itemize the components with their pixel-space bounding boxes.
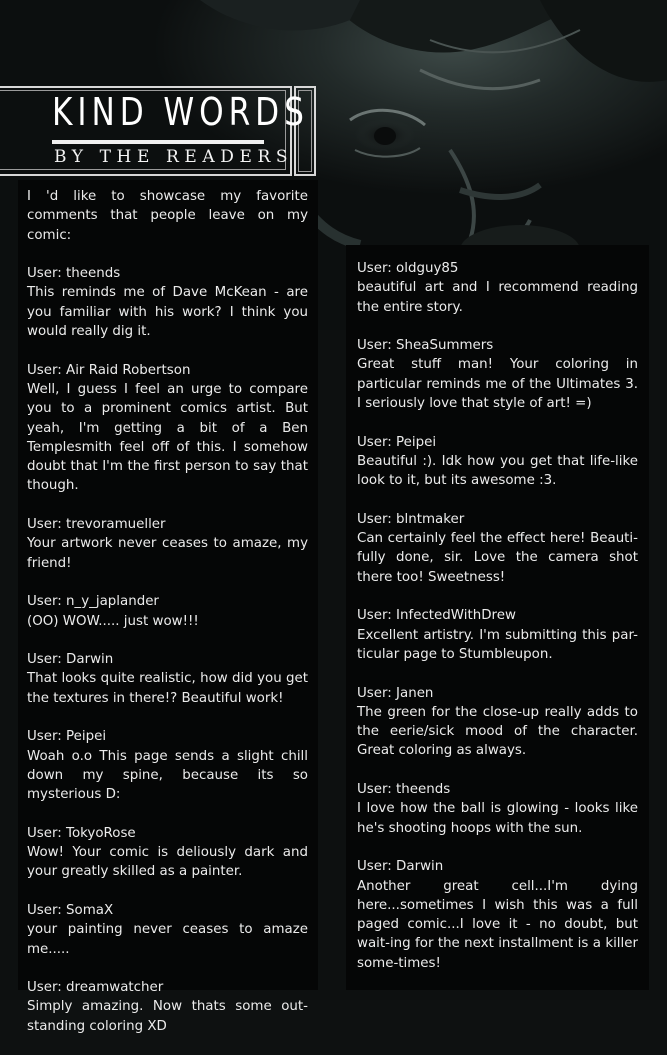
comment-item [357, 857, 638, 973]
comment-user: User: Janen [357, 685, 434, 701]
comment-text: Beautiful :). Idk how you get that life-like look to it, but its awesome :3. [357, 453, 638, 489]
comment-item [357, 433, 638, 491]
comment-user: User: SomaX [27, 902, 114, 918]
comment-user: User: SheaSummers [357, 338, 494, 354]
right-column [357, 259, 638, 992]
comment-user: User: oldguy85 [357, 261, 459, 276]
comment-user: User: Air Raid Robertson [27, 362, 191, 378]
comment-text: Your artwork never ceases to amaze, my friend! [27, 536, 308, 571]
comment-item [27, 650, 308, 708]
comment-item [27, 824, 308, 882]
comment-text: (OO) WOW..... just wow!!! [27, 613, 199, 629]
comment-item [27, 361, 308, 496]
comment-text: your painting never ceases to amaze me..... [27, 922, 308, 957]
left-column [27, 187, 308, 1055]
comment-item [27, 515, 308, 573]
comment-item [27, 901, 308, 959]
comment-user: User: blntmaker [357, 511, 465, 527]
comment-text: Well, I guess I feel an urge to compare you to a prominent comics artist. But yeah, I'm getting a bit of a Ben Templesmith feel off of this. I somehow doubt that I'm the first person to say that though. [27, 381, 308, 494]
comment-user: User: TokyoRose [27, 825, 136, 841]
title-divider [52, 140, 264, 144]
comment-text: beautiful art and I recommend reading the entire story. [357, 280, 638, 315]
comment-text: The green for the close-up really adds to the eerie/sick mood of the character. Great coloring as always. [357, 704, 638, 759]
comment-user: User: theends [357, 782, 451, 798]
comment-text: Great stuff man! Your coloring in particular reminds me of the Ultimates 3. I seriously love that style of art! =) [357, 357, 638, 412]
comment-item [357, 510, 638, 587]
comment-user: User: trevoramueller [27, 517, 166, 533]
comment-item [27, 264, 308, 341]
comment-user: User: theends [27, 266, 121, 282]
comment-text: Simply amazing. Now thats some out-standing coloring XD [27, 999, 308, 1034]
comment-user: User: Darwin [357, 859, 444, 875]
comment-text: Wow! Your comic is deliously dark and your greatly skilled as a painter. [27, 845, 308, 880]
intro-text: I 'd like to showcase my favorite comments that people leave on my comic: [27, 189, 308, 243]
comment-item [357, 606, 638, 664]
comment-text: Woah o.o This page sends a slight chill down my spine, because its so mysterious D: [27, 748, 308, 803]
comment-item [357, 259, 638, 317]
comment-item [357, 780, 638, 838]
comment-text: That looks quite realistic, how did you get the textures in there!? Beautiful work! [27, 671, 308, 706]
comment-item [27, 592, 308, 631]
comment-text: Can certainly feel the effect here! Beauti-fully done, sir. Love the camera shot there too! Sweetness! [357, 531, 638, 585]
comment-item [357, 336, 638, 413]
comment-user: User: dreamwatcher [27, 980, 164, 996]
comment-user: User: Darwin [27, 652, 114, 668]
comment-user: User: Peipei [27, 729, 107, 745]
comment-item [27, 978, 308, 1036]
comment-user: User: n_y_japlander [27, 594, 159, 610]
comment-text: Excellent artistry. I'm submitting this par-ticular page to Stumbleupon. [357, 627, 638, 662]
comment-user: User: InfectedWithDrew [357, 608, 516, 624]
comment-text: Another great cell...I'm dying here...sometimes I wish this was a full paged comic...I love it - no doubt, but wait-ing for the next installment is a killer some-times! [357, 878, 638, 971]
comment-text: I love how the ball is glowing - looks like he's shooting hoops with the sun. [357, 801, 638, 836]
comment-user: User: Peipei [357, 434, 437, 450]
comment-item [27, 727, 308, 804]
comment-text: This reminds me of Dave McKean - are you familiar with his work? I think you would really dig it. [27, 285, 308, 340]
page-title: KIND WORDS [52, 90, 309, 134]
comment-item [357, 684, 638, 761]
page-subtitle: BY THE READERS [54, 147, 294, 167]
